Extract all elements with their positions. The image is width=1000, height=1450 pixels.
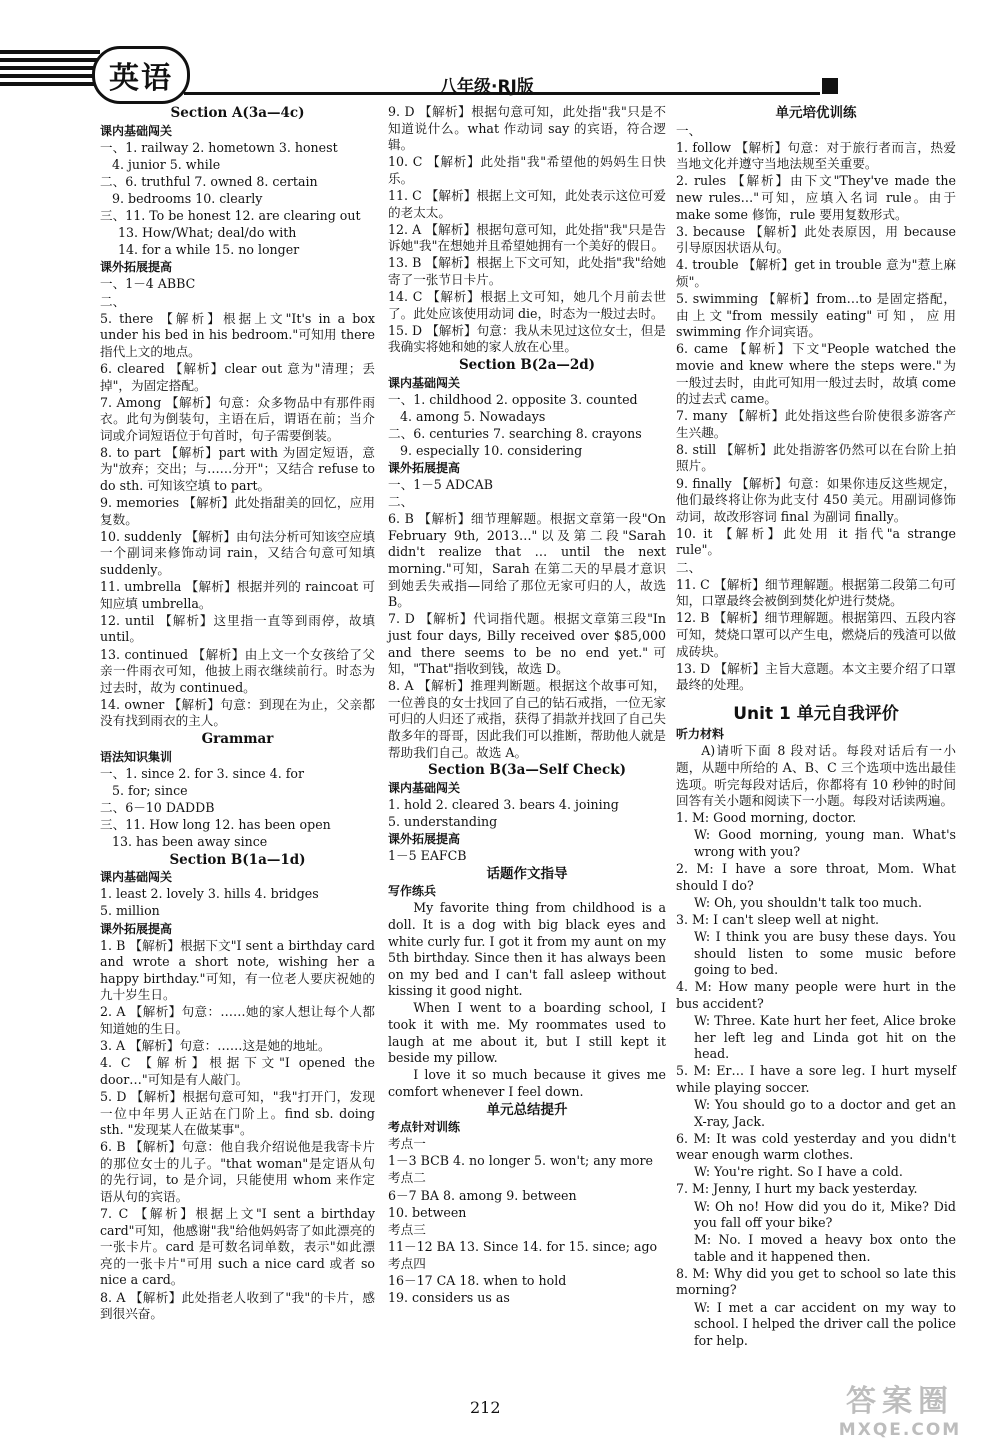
- answer-line: 5. there 【解析】根据上文"It's in a box under his bed in his bedroom."可知用 there 指代上文的地点。: [100, 310, 375, 359]
- answer-line: 二、6. centuries 7. searching 8. crayons: [388, 425, 642, 441]
- subsection-label: 语法知识集训: [100, 749, 173, 764]
- answer-line: 11－12 BA 13. Since 14. for 15. since; ago: [388, 1238, 658, 1254]
- subsection-label: 课内基础闯关: [388, 375, 461, 390]
- answer-line: 一、1. since 2. for 3. since 4. for: [100, 765, 305, 781]
- header-square-mark: [822, 78, 838, 94]
- answer-line: 13. continued 【解析】由上文一个女孩给了父亲一件雨衣可知，他披上雨衣继续前行。时态为过去时，故为 continued。: [100, 646, 375, 695]
- answer-line: 7. Among 【解析】句意：众多物品中有那件雨衣。此句为倒装句，主语在后，谓语在前；当介词或介词短语位于句首时，句子需要倒装。: [100, 394, 375, 443]
- section-heading: Grammar: [201, 730, 274, 747]
- answer-line: 5. D 【解析】根据句意可知，"我"打开门，发现一位中年男人正站在门阶上。find sb. doing sth. "发现某人在做某事"。: [100, 1088, 375, 1138]
- answer-line: 1. hold 2. cleared 3. bears 4. joining: [388, 796, 619, 812]
- subsection-label: 课内基础闯关: [100, 870, 173, 885]
- answer-column-1: [100, 104, 375, 1323]
- answer-line: 19. considers us as: [388, 1290, 510, 1306]
- answer-line: 二、: [388, 494, 414, 510]
- answer-line: 1. follow 【解析】句意：对于旅行者而言，热爱当地文化并遵守当地法规至关重要。: [676, 139, 956, 172]
- answer-line: 一、1. childhood 2. opposite 3. counted: [388, 391, 638, 407]
- answer-line: 8. to part 【解析】part with 为固定短语，意为"放弃；交出；与……分开"；又结合 refuse to do sth. 可知该空填 to part。: [100, 444, 375, 494]
- answer-line: 3. M: I can't sleep well at night.: [676, 911, 880, 927]
- section-heading: Section B(1a—1d): [169, 851, 306, 868]
- answer-line: W: Three. Kate hurt her feet, Alice broke her left leg and Linda got hit on the head.: [694, 1012, 956, 1062]
- answer-line: 考点二: [388, 1170, 426, 1186]
- header-stripes: [0, 50, 100, 90]
- answer-line: 10. C 【解析】此处指"我"希望他的妈妈生日快乐。: [388, 154, 666, 186]
- answer-line: 13. How/What; deal/do with: [118, 225, 297, 241]
- answer-line: 9. memories 【解析】此处指甜美的回忆，应用复数。: [100, 495, 375, 527]
- answer-line: 13. B 【解析】根据上下文可知，此处指"我"给她寄了一张节日卡片。: [388, 255, 666, 287]
- answer-line: 6. M: It was cold yesterday and you didn't wear enough warm clothes.: [676, 1130, 956, 1163]
- answer-line: 6. came 【解析】下文"People watched the movie and knew where the steps were."为一般过去时，由此可知用一般过去时，故填 come 的过去式 came。: [676, 341, 956, 407]
- answer-line: 9. especially 10. considering: [400, 442, 583, 458]
- answer-line: W: I think you are busy these days. You should listen to some music before going to bed.: [694, 929, 956, 978]
- answer-line: 12. B 【解析】细节理解题。根据第四、五段内容可知，焚烧口罩可以产生电，燃烧后的残渣可以做成砖块。: [676, 610, 956, 659]
- answer-line: 1－3 BCB 4. no longer 5. won't; any more: [388, 1153, 653, 1169]
- answer-line: 二、6－10 DADDB: [100, 799, 215, 815]
- answer-line: 1. M: Good morning, doctor.: [676, 810, 857, 826]
- answer-line: 考点三: [388, 1221, 426, 1237]
- answer-line: 4. C 【解析】根据下文"I opened the door…"可知是有人敲门。: [100, 1055, 375, 1087]
- answer-line: W: I met a car accident on my way to school. I helped the driver call the police for help.: [694, 1299, 956, 1348]
- grade-label: 八年级·RJ版: [440, 77, 534, 97]
- answer-line: 8. M: Why did you get to school so late this morning?: [676, 1265, 956, 1298]
- answer-line: 6. cleared 【解析】clear out 意为"清理；丢掉"，为固定搭配。: [100, 360, 375, 393]
- answer-line: 一、: [676, 122, 702, 138]
- answer-line: 7. C 【解析】根据上文"I sent a birthday card"可知，他感谢"我"给他妈妈寄了如此漂亮的一张卡片。card 是可数名词单数，表示"如此漂亮的一张卡片"可用 such a nice card 或者 so nice a card。: [100, 1206, 375, 1288]
- answer-line: 考点四: [388, 1255, 426, 1271]
- watermark-line-1: 答案圈: [846, 1384, 954, 1419]
- answer-line: W: Good morning, young man. What's wrong with you?: [694, 827, 956, 860]
- answer-line: 三、11. To be honest 12. are clearing out: [100, 208, 361, 224]
- answer-line: 11. C 【解析】根据上文可知，此处表示这位可爱的老太太。: [388, 187, 666, 220]
- answer-line: I love it so much because it gives me comfort whenever I feel down.: [388, 1067, 666, 1099]
- answer-line: 二、: [100, 293, 126, 309]
- answer-line: 6. B 【解析】句意：他自我介绍说他是我寄卡片的那位女士的儿子。"that woman"是定语从句的先行词，to 是介词，只能使用 whom 来作定语从句的宾语。: [100, 1139, 375, 1204]
- answer-line: 8. A 【解析】此处指老人收到了"我"的卡片，感到很兴奋。: [100, 1289, 375, 1322]
- answer-line: 9. bedrooms 10. clearly: [112, 190, 263, 206]
- answer-line: 2. rules 【解析】由下文"They've made the new rules…"可知，应填入名词 rule。由于 make some 修饰，rule 要用复数形式。: [676, 173, 956, 222]
- section-heading: Section A(3a—4c): [170, 105, 305, 121]
- section-heading: Section B(2a—2d): [458, 356, 596, 373]
- answer-line: W: You should go to a doctor and get an X-ray, Jack.: [694, 1096, 956, 1129]
- answer-line: 14. C 【解析】根据上文可知，她几个月前去世了。此处应该使用动词 die，时态为一般过去时。: [388, 289, 666, 321]
- answer-line: 一、1. railway 2. hometown 3. honest: [100, 139, 338, 155]
- answer-line: 8. A 【解析】推理判断题。根据这个故事可知，一位善良的女士找回了自己的钻石戒指，一位无家可归的人归还了戒指，获得了捐款并找回了自己失散多年的哥哥，因此我们可以推断，帮助他人就是帮助我们自己。故选 A。: [388, 678, 666, 760]
- answer-line: 2. M: I have a sore throat, Mom. What should I do?: [676, 861, 956, 893]
- watermark-logo: [808, 1384, 992, 1446]
- section-heading: Section B(3a—Self Check): [428, 762, 626, 779]
- answer-line: 14. for a while 15. no longer: [118, 242, 300, 258]
- section-heading: 单元总结提升: [486, 1101, 568, 1118]
- answer-line: W: Oh, you shouldn't talk too much.: [694, 894, 923, 910]
- section-heading: Unit 1 单元自我评价: [733, 703, 899, 724]
- answer-line: 13. D 【解析】主旨大意题。本文主要介绍了口罩最终的处理。: [676, 660, 956, 693]
- subsection-label: 听力材料: [676, 727, 725, 742]
- answer-line: 16－17 CA 18. when to hold: [388, 1272, 567, 1288]
- subsection-label: 课外拓展提高: [388, 460, 461, 475]
- subsection-label: 课外拓展提高: [100, 921, 173, 936]
- answer-line: 7. many 【解析】此处指这些台阶使很多游客产生兴趣。: [676, 408, 956, 440]
- answer-line: 6－7 BA 8. among 9. between: [388, 1187, 577, 1203]
- answer-line: 4. among 5. Nowadays: [400, 408, 546, 424]
- answer-line: W: You're right. So I have a cold.: [694, 1164, 903, 1180]
- subsection-label: 考点针对训练: [388, 1120, 461, 1135]
- answer-line: 3. because 【解析】此处表原因，用 because 引导原因状语从句。: [676, 223, 956, 256]
- answer-line: 14. owner 【解析】句意：到现在为止，父亲都没有找到雨衣的主人。: [100, 696, 375, 729]
- answer-line: 2. A 【解析】句意：……她的家人想让每个人都知道她的生日。: [100, 1004, 375, 1037]
- subsection-label: 课内基础闯关: [100, 123, 173, 138]
- answer-line: A)请听下面 8 段对话。每段对话后有一小题，从题中所给的 A、B、C 三个选项中选出最佳选项。听完每段对话后，你都将有 10 秒钟的时间回答有关小题和阅读下一小题。每段对话读两遍。: [676, 743, 956, 809]
- answer-line: 考点一: [388, 1136, 426, 1152]
- answer-line: My favorite thing from childhood is a doll. It is a dog with big black eyes and white curly fur. I got it from my aunt on my 5th birthday. Since then it has always been on my bed and I can't fall asleep without kissing it good night.: [388, 900, 666, 999]
- answer-line: 二、: [676, 559, 702, 575]
- answer-line: 一、1－5 ADCAB: [388, 477, 493, 493]
- subsection-label: 课外拓展提高: [100, 260, 173, 275]
- answer-line: When I went to a boarding school, I took it with me. My roommates used to laugh at me about it, but I still kept it beside my pillow.: [388, 1000, 666, 1066]
- answer-column-2: [388, 104, 666, 1307]
- answer-line: 4. junior 5. while: [112, 156, 221, 172]
- answer-line: 9. finally 【解析】句意：如果你违反这些规定，他们最终将让你为此支付 450 美元。用副词修饰动词，故改形容词 final 为副词 finally。: [676, 475, 956, 524]
- answer-line: 12. until 【解析】这里指一直等到雨停，故填 until。: [100, 612, 375, 645]
- answer-line: 12. A 【解析】根据句意可知，此处指"我"只是告诉她"我"在想她并且希望她拥有一个美好的假日。: [388, 221, 666, 254]
- answer-line: 三、11. How long 12. has been open: [100, 816, 331, 832]
- answer-line: 3. A 【解析】句意：……这是她的地址。: [100, 1038, 331, 1054]
- answer-line: 5. M: Er… I have a sore leg. I hurt myself while playing soccer.: [676, 1063, 956, 1095]
- answer-line: 5. understanding: [388, 813, 498, 829]
- page-number: 212: [470, 1398, 501, 1417]
- subsection-label: 写作练兵: [388, 884, 437, 899]
- answer-line: 1. least 2. lovely 3. hills 4. bridges: [100, 886, 319, 902]
- answer-line: 5. for; since: [112, 782, 188, 798]
- page-header: [0, 0, 1000, 100]
- answer-line: 6. B 【解析】细节理解题。根据文章第一段"On February 9th, 2013…"以及第二段"Sarah didn't realize that … until the next morning."可知，Sarah 在第二天的早晨才意识到她丢失戒指—同给了那位无家可归的人，故选 B。: [388, 511, 666, 610]
- answer-line: 11. umbrella 【解析】根据并列的 raincoat 可知应填 umbrella。: [100, 579, 375, 611]
- answer-line: 8. still 【解析】此处指游客仍然可以在台阶上拍照片。: [676, 441, 956, 474]
- answer-line: 4. trouble 【解析】get in trouble 意为"惹上麻烦"。: [676, 257, 956, 289]
- subject-badge: 英语: [92, 46, 190, 104]
- watermark-line-2: MXQE.COM: [838, 1420, 962, 1440]
- subsection-label: 课外拓展提高: [388, 832, 461, 847]
- answer-line: 10. it 【解析】此处用 it 指代"a strange rule"。: [676, 525, 956, 558]
- answer-line: 4. M: How many people were hurt in the bus accident?: [676, 979, 956, 1011]
- answer-line: 11. C 【解析】细节理解题。根据第二段第二句可知，口罩最终会被倒到焚化炉进行焚烧。: [676, 576, 956, 609]
- answer-line: 10. between: [388, 1204, 467, 1220]
- section-heading: 话题作文指导: [486, 865, 568, 882]
- answer-line: 15. D 【解析】句意：我从未见过这位女士，但是我确实将她和她的家人放在心里。: [388, 322, 666, 355]
- answer-line: 一、1－4 ABBC: [100, 276, 196, 292]
- answer-line: 5. million: [100, 903, 160, 919]
- answer-line: 二、6. truthful 7. owned 8. certain: [100, 173, 318, 189]
- answer-line: 7. D 【解析】代词指代题。根据文章第三段"In just four days, Billy received over $85,000 and there seems to be no end yet."可知，"That"指收到钱，故选 D。: [388, 611, 666, 677]
- answer-line: 9. D 【解析】根据句意可知，此处指"我"只是不知道说什么。what 作动词 say 的宾语，符合逻辑。: [388, 104, 666, 153]
- answer-line: 1－5 EAFCB: [388, 848, 467, 864]
- answer-line: 10. suddenly 【解析】由句法分析可知该空应填一个副词来修饰动词 rain，又结合句意可知填 suddenly。: [100, 528, 375, 578]
- answer-line: 13. has been away since: [112, 834, 268, 850]
- section-heading: 单元培优训练: [775, 105, 857, 121]
- answer-line: 1. B 【解析】根据下文"I sent a birthday card and wrote a short note, wishing her a happy birthday."可知，有一位老人要庆祝她的九十岁生日。: [100, 937, 375, 1003]
- subsection-label: 课内基础闯关: [388, 780, 461, 795]
- answer-line: W: Oh no! How did you do it, Mike? Did you fall off your bike?: [694, 1198, 956, 1231]
- answer-line: M: No. I moved a heavy box onto the table and it happened then.: [694, 1232, 956, 1264]
- answer-line: 5. swimming 【解析】from…to 是固定搭配，由上文"from messily eating"可知，应用 swimming 作介词宾语。: [676, 291, 956, 340]
- answer-column-3: [676, 104, 956, 1350]
- answer-line: 7. M: Jenny, I hurt my back yesterday.: [676, 1181, 918, 1197]
